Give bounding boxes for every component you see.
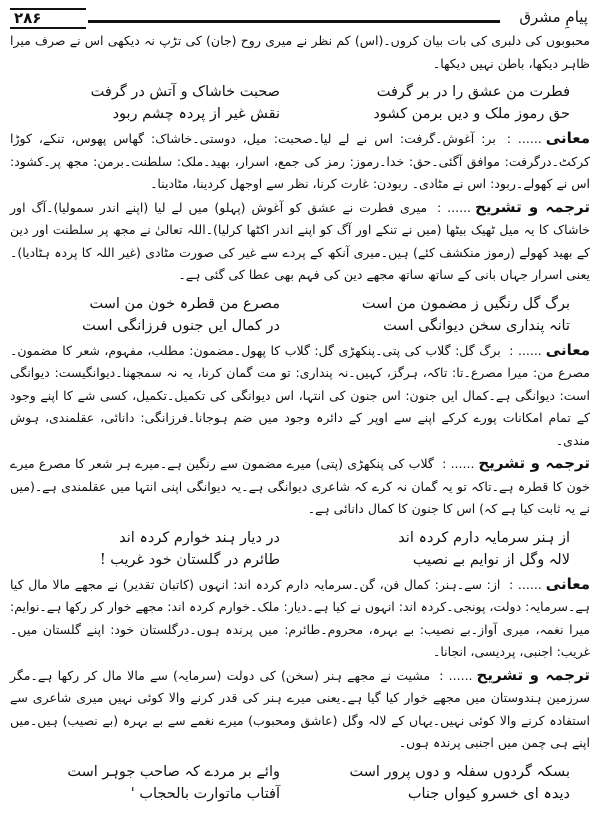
meanings-paragraph [10, 573, 590, 664]
hemistich: حق رموز ملک و دیں برمن کشود [373, 106, 570, 122]
meanings-text: برگ گل: گلاب کی پتی۔پنکھڑی گل: گلاب کا پھول۔مضمون: مطلب، مفہوم، شعر کا مضمون۔مصرع من: میرا مصرع۔تا: تاکہ، ہرگز، کہیں۔نہ پنداری: تو مت گمان کرنا، یہ نہ سمجھنا۔دیوانگیست: دیوانگی است: دیوانگی ہے۔کمال ایں جنون: اس جنون کی انتہا، اس دیوانگی کی تکمیل۔تکمیل، کسی شے کا اپنے وجود کے تمام امکانات پورے کرکے اپنے سے اوپر کے دائرہ وجود میں ضم ہوجانا۔فرزانگی: دانائی، عقلمندی، ہوش مندی۔ [10, 342, 590, 448]
stanza-4 [10, 761, 590, 805]
verse-couplet [10, 783, 570, 805]
meanings-paragraph [10, 127, 590, 196]
translation-label: ترجمہ و تشریح [475, 197, 590, 216]
label-dots: ...... : [437, 199, 472, 215]
hemistich: تانہ پنداری سخن دیوانگی است [383, 317, 570, 334]
meanings-text: بر: آغوش۔گرفت: اس نے لے لیا۔صحبت: میل، دوستی۔خاشاک: گھاس پھوس، تنکے، کوڑا کرکٹ۔درگرفت: موافق آگئی۔حق: خدا۔رموز: رمز کی جمع، اسرار، بھید۔ملک: سلطنت۔برمن: مجھ پر۔کشود: اس نے کھولے۔ربود: اس نے مٹادی۔ ربودن: غارت کرنا، نظر سے اوجھل کردینا، مٹادینا۔ [10, 131, 590, 191]
hemistich: دیدہ ای خسرو کیواں جناب [407, 785, 570, 802]
label-dots: ...... : [439, 667, 473, 683]
verse-couplet [10, 315, 570, 337]
page-header [8, 6, 592, 30]
meanings-text: از: سے۔ہنر: کمال فن، گن۔سرمایہ دارم کردہ اند: انہوں (کاتبان تقدیر) نے مجھے مالا مال کیا ہے۔سرمایہ: دولت، پونجی۔کردہ اند: انہوں نے کیا ہے۔دیار: ملک۔خوارم کردہ اند: مجھے خوار کر رکھا ہے۔نوایم: میرا نغمہ، میری آواز۔بے نصیب: بے بہرہ، محروم۔طائرم: میں پرندہ ہوں۔درگلستان خود: اپنے گلستان میں۔غریب: اجنبی، پردیسی، انجانا۔ [10, 576, 590, 659]
verse-block [10, 761, 590, 805]
header-rule [88, 20, 500, 23]
hemistich: لالہ وگل از نوایم بے نصیب [412, 551, 570, 568]
hemistich: در دیار ہند خوارم کردہ اند [119, 529, 280, 546]
verse-couplet [10, 527, 570, 549]
running-title: پیامِ مشرق [519, 8, 588, 26]
verse-block [10, 527, 590, 571]
label-dots: ...... : [509, 576, 542, 592]
hemistich: طائرم در گلستان خود غریب ! [99, 551, 280, 568]
hemistich: فطرت من عشق را در بر گرفت [376, 84, 570, 100]
hemistich: وائے بر مردے کہ صاحب جوہر است [67, 763, 280, 780]
hemistich: صحبت خاشاک و آتش در گرفت [90, 84, 280, 100]
hemistich: بسکہ گردوں سفلہ و دوں پرور است [349, 763, 570, 780]
verse-couplet [10, 81, 570, 103]
translation-text: گلاب کی پنکھڑی (پتی) میرے مضمون سے رنگین ہے۔میرے ہر شعر کا مصرع میرے خون کا قطرہ ہے۔تاکہ تو یہ گمان نہ کرے کہ شاعری دیوانگی ہے۔یہ دیوانگی اپنی انتہا میں عقلمندی ہے۔(میں نے یہ ثابت کیا ہے کہ) اس کا جنون کا کمال دانائی ہے۔ [10, 456, 590, 516]
stanza-3 [10, 527, 590, 755]
meanings-paragraph [10, 339, 590, 453]
label-dots: ...... : [442, 456, 475, 471]
verse-block [10, 293, 590, 337]
page-body [10, 30, 590, 807]
meanings-label: معانی [545, 129, 590, 147]
hemistich: آفتاب ماتوارت بالحجاب ' [130, 785, 280, 802]
hemistich: مصرع من قطرہ خون من است [89, 295, 280, 312]
meanings-label: معانی [545, 340, 590, 359]
hemistich: نقش غیر از پردہ چشم ربود [112, 106, 280, 122]
hemistich: از ہنر سرمایہ دارم کردہ اند [398, 529, 570, 546]
stanza-1 [10, 81, 590, 287]
translation-label: ترجمہ و تشریح [476, 665, 590, 684]
translation-text: میری فطرت نے عشق کو آغوش (پہلو) میں لے لیا (اپنے اندر سمولیا)۔آگ اور خاشاک کا یہ میل ٹھیک بیٹھا (میں نے تنکے اور آگ کو اپنے اندر اکٹھا کرلیا)۔اللہ تعالیٰ نے مجھ پر سلطنت اور دین کے بھید کھولے (رموز منکشف کئے) ہیں۔میری آنکھ کے پردے سے غیر کی صورت مٹادی (غیر اللہ کا پردہ ہٹادیا)۔یعنی اسرار جہاں بانی کے ساتھ ساتھ مجھے دین کی فہم بھی عطا کی گئی ہے۔ [10, 199, 590, 282]
verse-couplet [10, 549, 570, 571]
page-number: ۲۸۶ [10, 8, 86, 29]
stanza-2 [10, 293, 590, 521]
intro-paragraph: محبوبوں کی دلبری کی بات بیان کروں۔(اس) کم نظر نے میری روح (جان) کی تڑپ نہ دیکھی اس نے صرف میرا ظاہر دیکھا، باطن نہیں دیکھا۔ [10, 33, 590, 71]
label-dots: ...... : [509, 342, 542, 358]
translation-text: مشیت نے مجھے ہنر (سخن) کی دولت (سرمایہ) سے مالا مال کر رکھا ہے۔مگر سرزمین ہندوستان میں مجھے خوار کیا گیا ہے۔یعنی میرے ہنر کی قدر کرنے والا کوئی نہیں میری شاعری سے استفادہ کرنے والا کوئی نہیں۔یہاں کے لالہ وگل (عاشق ومحبوب) میرے نغمے سے بے بہرہ (بے نصیب) ہیں۔میں اپنے ہی چمن میں اجنبی پرندہ ہوں۔ [10, 667, 590, 750]
translation-paragraph [10, 196, 590, 287]
verse-couplet [10, 761, 570, 783]
meanings-label: معانی [545, 574, 590, 593]
verse-couplet [10, 103, 570, 125]
verse-block [10, 81, 590, 125]
hemistich: در کمال ایں جنوں فرزانگی است [82, 317, 280, 334]
translation-label: ترجمہ و تشریح [478, 454, 591, 472]
label-dots: ...... : [506, 131, 542, 146]
verse-couplet [10, 293, 570, 315]
translation-paragraph [10, 664, 590, 755]
translation-paragraph [10, 452, 590, 521]
hemistich: برگ گل رنگیں ز مضمون من است [361, 295, 570, 312]
